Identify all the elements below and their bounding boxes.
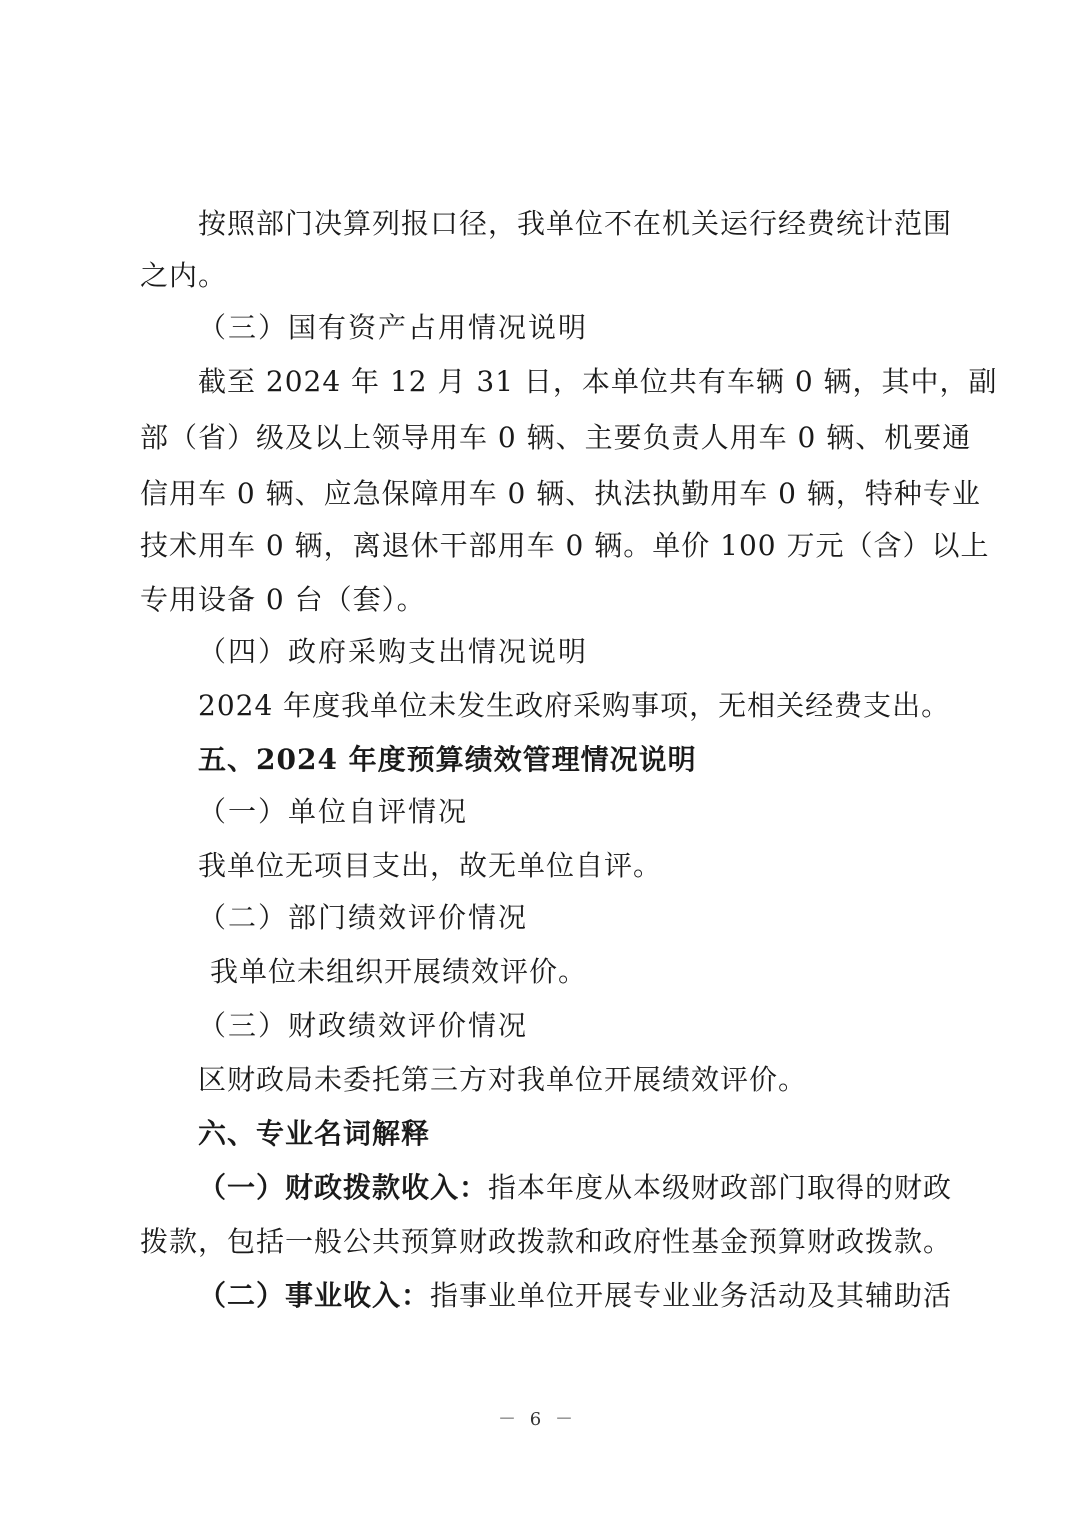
paragraph-line [198,1278,953,1314]
paragraph-line: 我单位未组织开展绩效评价。 [210,955,588,988]
section-heading: （一）单位自评情况 [198,795,469,828]
section-heading: （四）政府采购支出情况说明 [198,635,589,668]
paragraph-line: 技术用车 0 辆，离退休干部用车 0 辆。单价 100 万元（含）以上 [140,529,990,562]
chapter-heading: 六、专业名词解释 [198,1117,431,1150]
paragraph-line: 之内。 [140,259,228,292]
term-text: 指本年度从本级财政部门取得的财政 [488,1171,953,1204]
paragraph-line: 按照部门决算列报口径，我单位不在机关运行经费统计范围 [198,207,953,240]
paragraph-line: 拨款，包括一般公共预算财政拨款和政府性基金预算财政拨款。 [140,1225,953,1258]
paragraph-line: 截至 2024 年 12 月 31 日，本单位共有车辆 0 辆，其中，副 [198,365,998,398]
paragraph-line: 信用车 0 辆、应急保障用车 0 辆、执法执勤用车 0 辆，特种专业 [140,477,981,510]
term-label: （二）事业收入： [198,1279,431,1312]
chapter-heading: 五、2024 年度预算绩效管理情况说明 [198,743,697,776]
section-heading: （三）财政绩效评价情况 [198,1009,529,1042]
paragraph-line: 我单位无项目支出，故无单位自评。 [198,849,663,882]
paragraph-line: 2024 年度我单位未发生政府采购事项，无相关经费支出。 [198,689,951,722]
page-number: － 6 － [498,1409,577,1430]
term-label: （一）财政拨款收入： [198,1171,489,1204]
section-heading: （二）部门绩效评价情况 [198,901,529,934]
paragraph-line: 部（省）级及以上领导用车 0 辆、主要负责人用车 0 辆、机要通 [140,421,972,454]
paragraph-line: 专用设备 0 台（套）。 [140,583,426,616]
term-text: 指事业单位开展专业业务活动及其辅助活 [430,1279,953,1312]
paragraph-line [198,1170,953,1206]
section-heading: （三）国有资产占用情况说明 [198,311,589,344]
paragraph-line: 区财政局未委托第三方对我单位开展绩效评价。 [198,1063,808,1096]
